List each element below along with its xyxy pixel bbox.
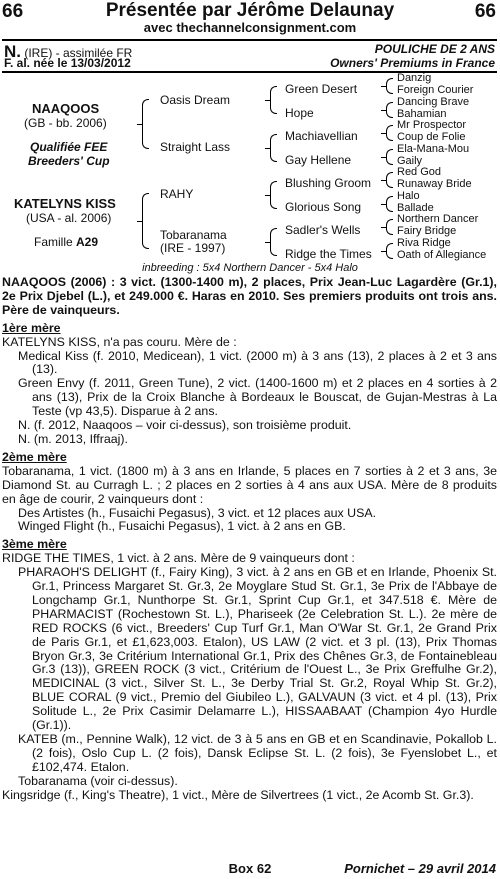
pedigree-g4: Ballade: [397, 202, 434, 214]
section-heading: 3ème mère: [2, 537, 67, 552]
text-line: Kingsridge (f., King's Theatre), 1 vict., Mère de Silvertrees (1 vict., 2e Acomb St. Gr.3).: [2, 787, 474, 802]
pedigree-g2: Oasis Dream: [160, 93, 231, 107]
text-line: Des Artistes (h., Fusaichi Pegasus), 3 vict. et 12 places aux USA.: [18, 505, 377, 520]
brace: [270, 86, 277, 114]
text-line: N. (f. 2012, Naaqoos – voir ci-dessus), son troisième produit.: [18, 418, 352, 433]
pedigree-g3: Ridge the Times: [285, 247, 372, 261]
brace: [386, 125, 393, 141]
text-line: RIDGE THE TIMES, 1 vict. à 2 ans. Mère de 9 vainqueurs dont :: [2, 551, 355, 566]
owners-premiums: Owners' Premiums in France: [330, 56, 495, 70]
pedigree-g3: Green Desert: [285, 82, 358, 96]
sire-info: (GB - bb. 2006): [24, 116, 107, 130]
horse-sex-age: POULICHE DE 2 ANS: [374, 42, 495, 56]
pedigree-g3: Blushing Groom: [285, 176, 372, 190]
text-line: PHARAOH'S DELIGHT (f., Fairy King), 3 vict. à 2 ans en GB et en Irlande, Phoenix St. Gr.1, Princess Margaret St. Gr.3, 2e Moyglare Stud St. Gr.1, 3e Prix de l'Abbaye de Longchamp Gr.1, Nunthorpe St. Gr.1, Sprint Cup Gr.1, et 347.518 €. Mère de PHARMACIST (Rochestown St. L.), Phariseek (2e Celebration St. L.). 2e mère de RED ROCKS (6 vict., Breeders' Cup Turf Gr.1, Man O'War St. Gr.1, 2e Grand Prix de Paris Gr.1, et £1,623,003. Etalon), US LAW (2 vict. et 3 pl. (13), Prix Thomas Bryon Gr.3, 3e Critérium International Gr.1, Prix des Chênes Gr.3, de Fontainebleau Gr.3 (13)), GREEN ROCK (3 vict., Critérium de l'Ouest L., 3e Prix Greffulhe Gr.2), MEDICINAL (3 vict., Silver St. L., 3e Derby Trial St. Gr.2, Royal Whip St. Gr.2), BLUE CORAL (9 vict., Premio del Giubileo L.), GALVAUN (3 vict. et 4 pl. (13), Prix Solitude L., 2e Prix Casimir Delamarre L.), HISSAABAAT (Champion 4yo Hurdle (Gr.1)).: [18, 565, 497, 733]
pedigree-g4: Mr Prospector: [397, 119, 467, 131]
brace: [270, 228, 277, 256]
pedigree-g4: Coup de Folie: [397, 131, 466, 143]
pedigree-g4: Gaily: [397, 155, 423, 167]
pedigree-g3: Sadler's Wells: [285, 223, 361, 237]
pedigree-g3: Machiavellian: [285, 129, 358, 143]
text-line: Green Envy (f. 2011, Green Tune), 2 vict. (1400-1600 m) et 2 places en 4 sorties à 2 ans (13), Prix de la Croix Blanche à Bordeaux le Bouscat, de Gujan-Mestras à La Teste (vp 43,5). Disparue à 2 ans.: [18, 376, 497, 419]
brace: [386, 219, 393, 235]
text-line: Tobaranama (voir ci-dessus).: [18, 773, 178, 788]
text-line: Winged Flight (h., Fusaichi Pegasus), 1 vict. à 2 ans en GB.: [18, 519, 346, 534]
pedigree-g2: Straight Lass: [160, 140, 231, 154]
text-line: N. (m. 2013, Iffraaj).: [18, 431, 128, 446]
venue-date: Pornichet – 29 avril 2014: [344, 861, 496, 876]
horse-birth: F. al. née le 13/03/2012: [4, 56, 131, 70]
box-number: Box 62: [228, 861, 272, 876]
pedigree-g3: Gay Hellene: [285, 153, 352, 167]
family: Famille A29: [34, 235, 99, 249]
text-line: Tobaranama, 1 vict. (1800 m) à 3 ans en Irlande, 5 places en 7 sorties à 2 et 3 ans, 3e Diamond St. au Curragh L. ; 2 places en 2 sorties à 4 ans aux USA. Mère de 8 produits en âge de courir, 2 vainqueurs dont :: [2, 463, 497, 506]
pedigree-table: [0, 72, 500, 270]
page-subtitle: avec thechannelconsignment.com: [143, 20, 357, 35]
page-title: Présentée par Jérôme Delaunay: [105, 0, 395, 21]
pedigree-g4: Bahamian: [397, 108, 447, 120]
sire-name: NAAQOOS: [32, 101, 100, 116]
brace: [142, 193, 149, 249]
lot-number-left: 66: [2, 1, 24, 22]
section-heading: 2ème mère: [2, 449, 67, 464]
dam-info: (USA - al. 2006): [26, 211, 112, 225]
page-header: [0, 0, 500, 38]
text-line: KATELYNS KISS, n'a pas couru. Mère de :: [2, 334, 237, 349]
horse-origin: (IRE) - assimilée FR: [21, 46, 133, 60]
inbreeding: inbreeding : 5x4 Northern Dancer - 5x4 Halo: [142, 262, 358, 274]
text-line: Medical Kiss (f. 2010, Medicean), 1 vict. (2000 m) à 3 ans (13), 2 places à 2 et 3 ans (13).: [18, 348, 497, 377]
sire-note-2: Breeders' Cup: [28, 154, 110, 168]
dam-name: KATELYNS KISS: [14, 196, 116, 211]
pedigree-g4: Runaway Bride: [397, 178, 472, 190]
pedigree-g4: Ela-Mana-Mou: [397, 143, 470, 155]
brace: [386, 172, 393, 188]
pedigree-text: [2, 276, 497, 803]
brace: [270, 134, 277, 162]
pedigree-g2: (IRE - 1997): [160, 241, 226, 255]
brace: [386, 196, 393, 212]
pedigree-g4: Foreign Courier: [397, 84, 474, 96]
lot-number-right: 66: [474, 1, 496, 22]
pedigree-g4: Fairy Bridge: [397, 225, 457, 237]
pedigree-g4: Red God: [397, 166, 442, 178]
pedigree-g2: RAHY: [160, 187, 194, 201]
brace: [386, 149, 393, 165]
pedigree-g4: Oath of Allegiance: [397, 249, 487, 261]
brace: [386, 102, 393, 118]
sire-paragraph: NAAQOOS (2006) : 3 vict. (1300-1400 m), 2 places, Prix Jean-Luc Lagardère (Gr.1), 2e Prix Djebel (L.), et 249.000 €. Haras en 2010. Ses premiers produits ont trois ans. Père de vainqueurs.: [2, 275, 497, 317]
brace: [386, 78, 393, 94]
text-line: KATEB (m., Pennine Walk), 12 vict. de 3 à 5 ans en GB et en Scandinavie, Pokallob L. (2 fois), Oslo Cup L. (2 fois), Dansk Eclipse St. L. (2 fois), 3e Fyenslobet L., et £102,474. Etalon.: [18, 732, 497, 774]
horse-name: N.: [4, 42, 21, 61]
horse-id-box: [2, 39, 497, 73]
pedigree-g2: Tobaranama: [160, 228, 227, 242]
pedigree-g4: Riva Ridge: [397, 237, 451, 249]
pedigree-g4: Dancing Brave: [397, 96, 470, 108]
pedigree-g4: Halo: [397, 190, 420, 202]
pedigree-g4: Northern Dancer: [397, 213, 479, 225]
brace: [270, 181, 277, 209]
brace: [142, 99, 149, 149]
pedigree-g4: Danzig: [397, 72, 432, 84]
brace: [386, 243, 393, 259]
page-footer: [0, 861, 500, 879]
section-heading: 1ère mère: [2, 320, 61, 335]
sire-note-1: Qualifiée FEE: [30, 140, 108, 154]
pedigree-g3: Hope: [285, 106, 314, 120]
pedigree-g3: Glorious Song: [285, 200, 362, 214]
